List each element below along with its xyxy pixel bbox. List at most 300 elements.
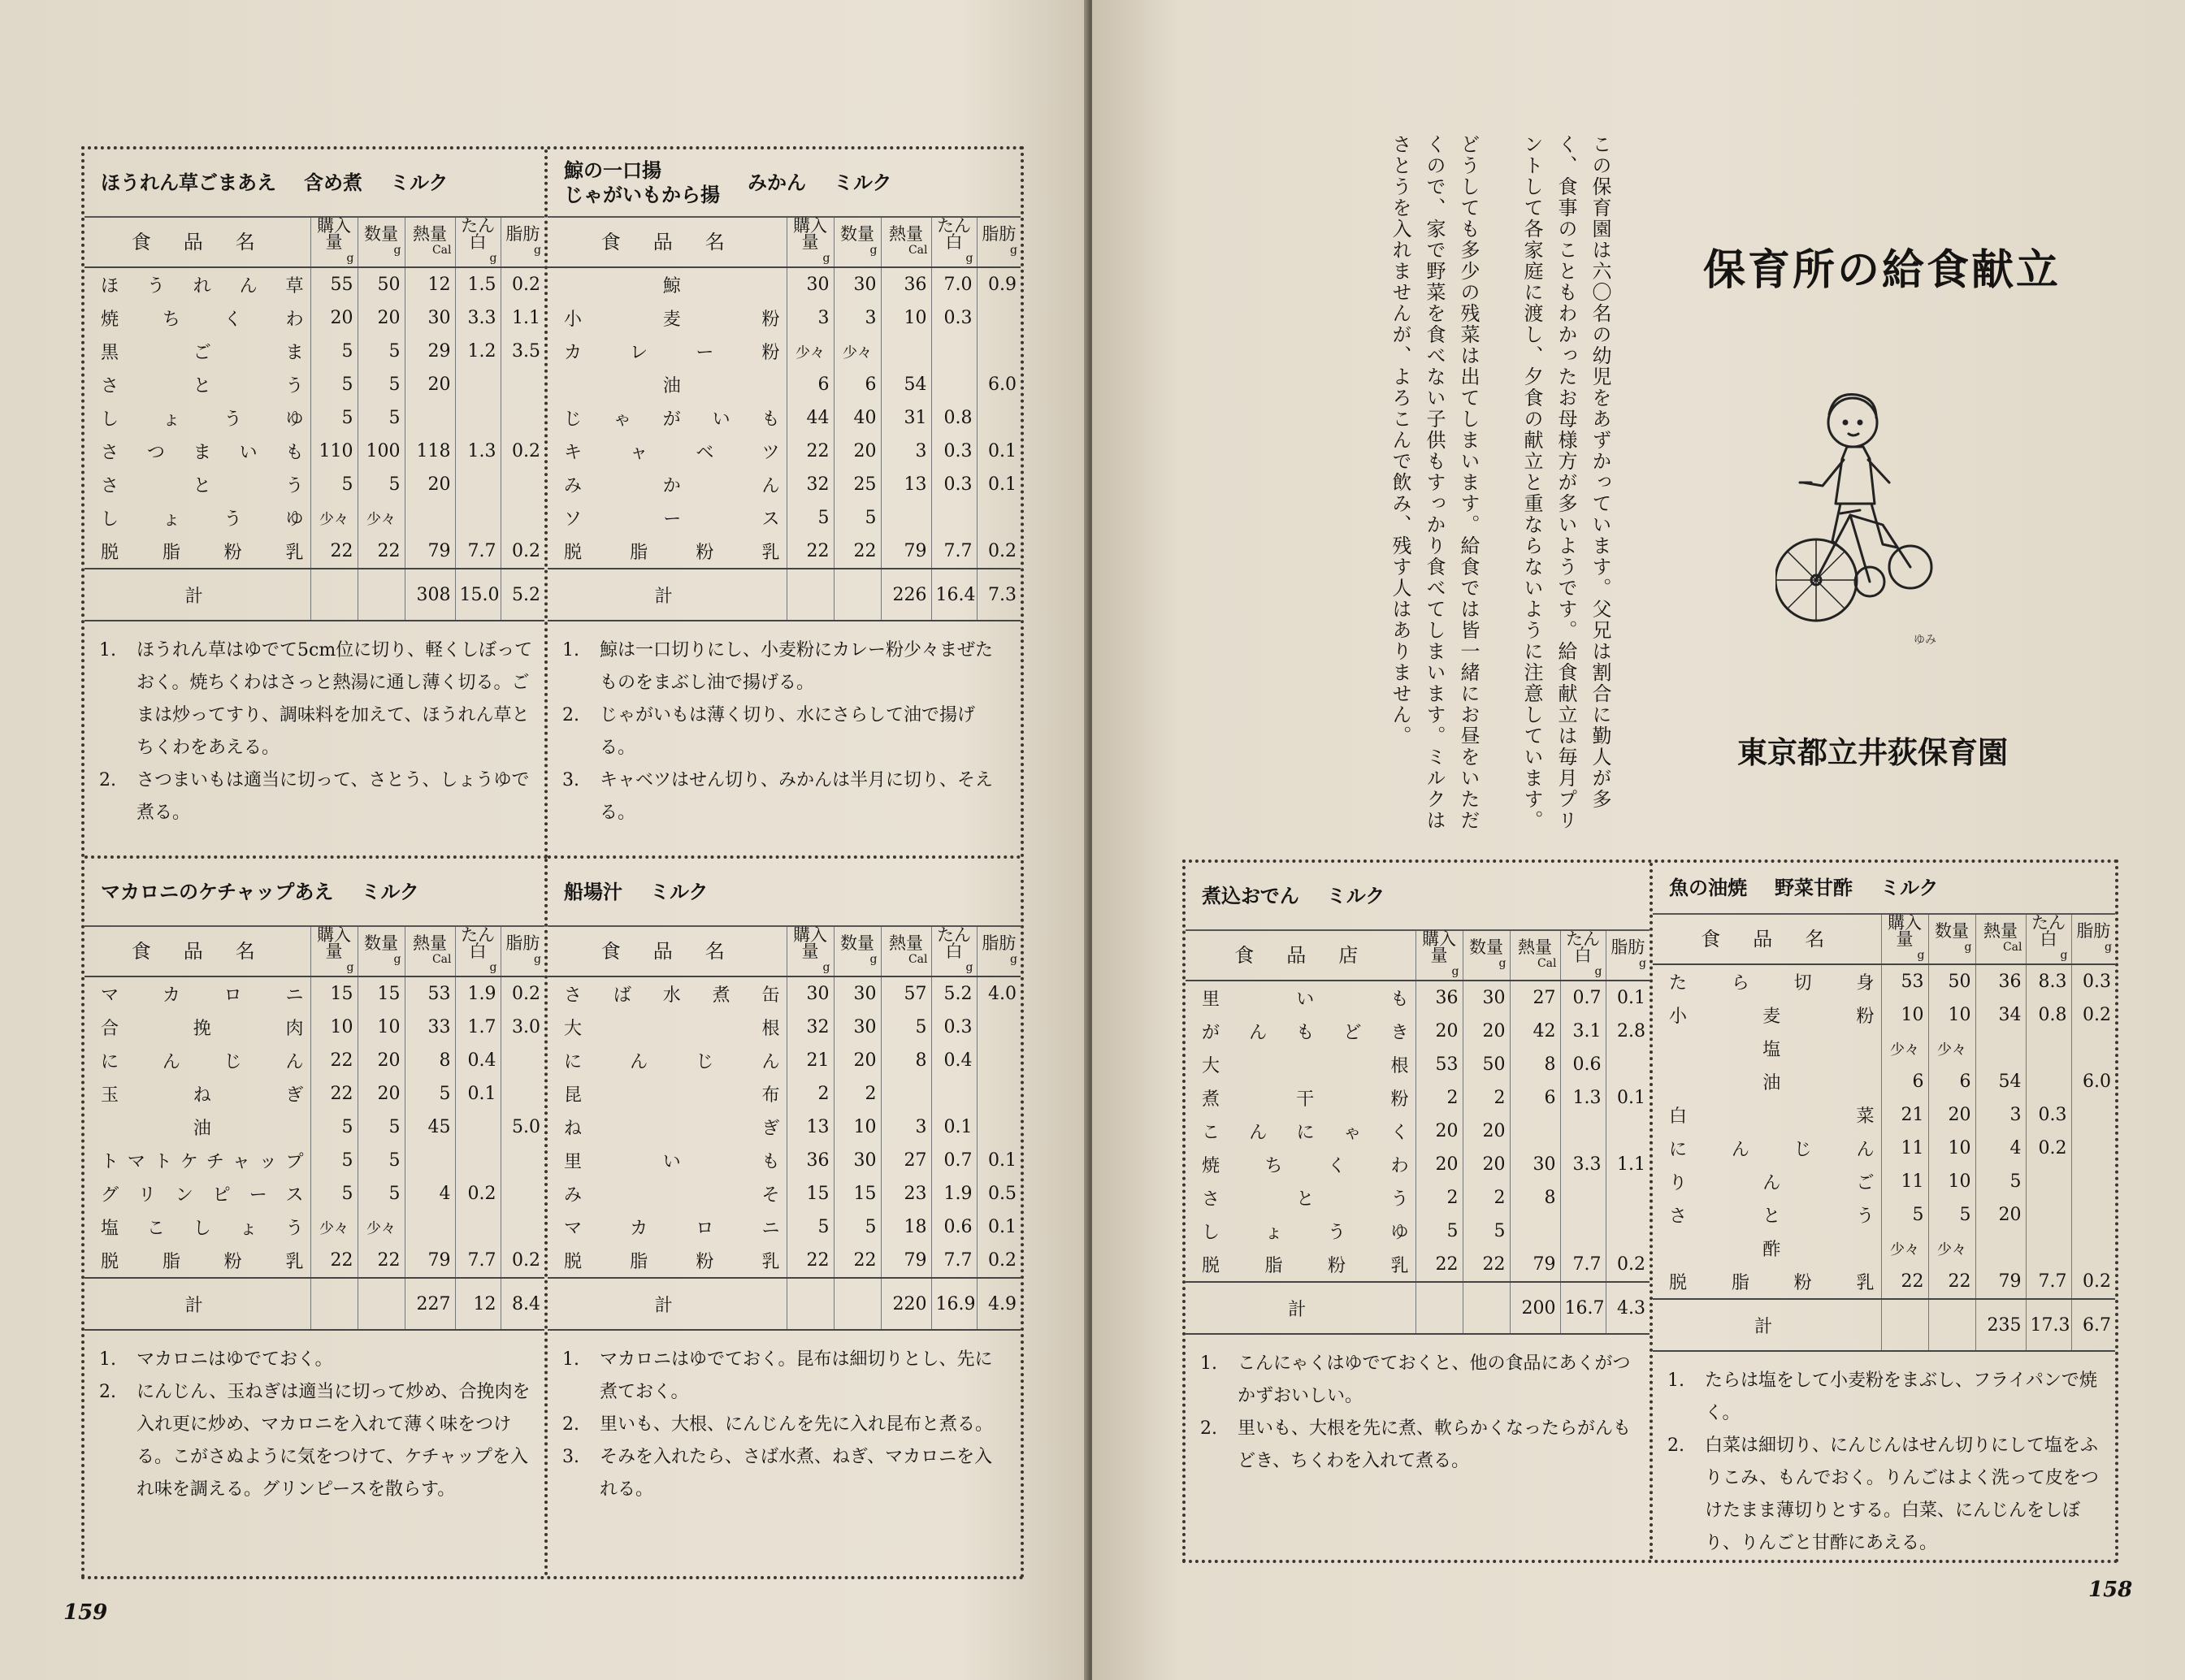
ingredient-name: しょうゆ xyxy=(1202,1223,1409,1243)
total-cal: 220 xyxy=(881,1278,931,1330)
ingredient-buy: 55 xyxy=(310,267,358,301)
ingredient-row xyxy=(548,435,1021,468)
ingredient-qty: 20 xyxy=(1463,1148,1510,1181)
column-unit: Cal xyxy=(431,244,452,257)
ingredient-fat xyxy=(501,1144,544,1177)
ingredient-row xyxy=(85,1210,544,1244)
ingredient-buy: 5 xyxy=(310,468,358,501)
ingredient-qty: 2 xyxy=(1463,1181,1510,1215)
ingredient-cal xyxy=(405,1144,455,1177)
ingredient-cal xyxy=(405,501,455,535)
total-fat: 5.2 xyxy=(501,569,544,621)
ingredient-cal: 30 xyxy=(405,301,455,335)
ingredient-qty: 6 xyxy=(1928,1065,1975,1098)
ingredient-row xyxy=(1653,1165,2115,1198)
ingredient-fat xyxy=(977,301,1021,335)
ingredient-qty: 22 xyxy=(358,535,405,569)
ingredient-buy: 5 xyxy=(1415,1215,1463,1248)
column-unit: g xyxy=(869,953,878,966)
ingredient-fat xyxy=(501,468,544,501)
ingredient-table xyxy=(548,927,1021,1331)
ingredient-name: 脱脂粉乳 xyxy=(1669,1273,1875,1293)
ingredient-prot: 0.3 xyxy=(931,301,977,335)
ingredient-fat xyxy=(977,1011,1021,1044)
ingredient-name: さば水煮缶 xyxy=(564,985,780,1006)
ingredient-name: 合挽肉 xyxy=(101,1019,304,1039)
column-unit: g xyxy=(822,961,830,974)
ingredient-fat xyxy=(977,1111,1021,1144)
recipe-main-dish: 魚の油焼 xyxy=(1669,877,1747,899)
ingredient-row xyxy=(548,1177,1021,1210)
column-header-buy xyxy=(1415,931,1463,981)
intro-paragraph-1: この保育園は六〇名の幼児をあずかっています。父兄は割合に勤人が多く、食事のこともわかったお母様方が多いようです。給食献立は毎月プリントして各家庭に渡し、夕食の献立と重ならないように注意しています。 xyxy=(1520,134,1611,831)
ingredient-row xyxy=(548,1111,1021,1144)
ingredient-name: ソース xyxy=(564,509,780,530)
ingredient-row xyxy=(548,1077,1021,1111)
ingredient-qty: 5 xyxy=(358,468,405,501)
column-header-label: 熱量 xyxy=(1983,921,2018,941)
column-header-label: 数量 xyxy=(1935,921,1969,941)
ingredient-qty: 20 xyxy=(1928,1098,1975,1132)
ingredient-cal: 79 xyxy=(881,535,931,569)
ingredient-qty: 30 xyxy=(1463,981,1510,1015)
ingredient-prot: 1.9 xyxy=(931,1177,977,1210)
column-unit: g xyxy=(869,244,878,257)
ingredient-name: 酢 xyxy=(1762,1240,1781,1260)
ingredient-row xyxy=(1653,1032,2115,1065)
ingredient-prot xyxy=(455,401,501,435)
column-header-fat xyxy=(1606,931,1650,981)
step-item xyxy=(562,1344,1009,1409)
step-number: 3. xyxy=(562,1447,579,1467)
ingredient-prot: 3.1 xyxy=(1560,1015,1606,1048)
ingredient-prot: 7.7 xyxy=(931,1244,977,1278)
ingredient-fat: 0.2 xyxy=(2071,998,2115,1032)
column-header-prot xyxy=(931,218,977,267)
recipe-side-dish: 野菜甘酢 xyxy=(1775,877,1853,899)
column-header-label: 購入量 xyxy=(1422,929,1456,965)
ingredient-qty: 5 xyxy=(358,335,405,368)
total-buy xyxy=(310,1278,358,1330)
ingredient-row xyxy=(548,1244,1021,1278)
ingredient-qty: 5 xyxy=(1928,1198,1975,1232)
ingredient-prot xyxy=(931,501,977,535)
ingredient-prot: 0.1 xyxy=(455,1077,501,1111)
ingredient-prot xyxy=(2026,1032,2071,1065)
column-header-label: 熱量 xyxy=(889,224,923,244)
ingredient-cal: 12 xyxy=(405,267,455,301)
column-header-buy xyxy=(310,218,358,267)
column-header-label: 購入量 xyxy=(317,925,351,961)
column-header-prot xyxy=(1560,931,1606,981)
ingredient-qty: 5 xyxy=(358,1177,405,1210)
ingredient-fat: 0.2 xyxy=(977,535,1021,569)
ingredient-buy: 20 xyxy=(1415,1015,1463,1048)
ingredient-row xyxy=(85,335,544,368)
total-prot: 16.9 xyxy=(931,1278,977,1330)
ingredient-table xyxy=(1186,931,1650,1335)
ingredient-row xyxy=(85,468,544,501)
ingredient-row xyxy=(548,1144,1021,1177)
ingredient-fat xyxy=(2071,1165,2115,1198)
ingredient-qty: 2 xyxy=(834,1077,881,1111)
ingredient-prot: 1.9 xyxy=(455,976,501,1011)
ingredient-buy: 53 xyxy=(1415,1048,1463,1081)
ingredient-cal xyxy=(1975,1032,2026,1065)
ingredient-name: しょうゆ xyxy=(101,409,304,430)
ingredient-row xyxy=(85,301,544,335)
column-header-cal xyxy=(1510,931,1560,981)
step-number: 2. xyxy=(1667,1435,1684,1456)
ingredient-qty: 22 xyxy=(834,1244,881,1278)
column-header-label: 脂肪 xyxy=(505,933,540,953)
ingredient-name: 脱脂粉乳 xyxy=(1202,1256,1409,1276)
ingredient-row xyxy=(548,501,1021,535)
total-label: 計 xyxy=(85,569,310,621)
ingredient-prot: 0.8 xyxy=(931,401,977,435)
ingredient-fat xyxy=(977,501,1021,535)
ingredient-header-row xyxy=(1186,931,1650,981)
ingredient-fat xyxy=(501,1077,544,1111)
ingredient-fat: 0.1 xyxy=(977,1144,1021,1177)
ingredient-qty: 15 xyxy=(834,1177,881,1210)
recipe-title-bar xyxy=(85,149,544,218)
column-header-label: たん白 xyxy=(461,925,495,961)
total-buy xyxy=(787,569,834,621)
ingredient-name: 脱脂粉乳 xyxy=(101,1252,304,1272)
ingredient-cal: 13 xyxy=(881,468,931,501)
ingredient-qty: 40 xyxy=(834,401,881,435)
ingredient-buy: 6 xyxy=(1881,1065,1928,1098)
ingredient-buy: 22 xyxy=(787,535,834,569)
ingredient-prot xyxy=(931,368,977,401)
step-item xyxy=(1200,1413,1638,1478)
ingredient-fat xyxy=(1606,1215,1650,1248)
ingredient-name: 煮干粉 xyxy=(1202,1089,1409,1110)
ingredient-prot: 0.6 xyxy=(931,1210,977,1244)
ingredient-buy: 5 xyxy=(310,368,358,401)
ingredient-buy: 36 xyxy=(787,1144,834,1177)
column-header-label: 脂肪 xyxy=(505,224,540,244)
ingredient-cal: 20 xyxy=(405,468,455,501)
total-qty xyxy=(834,569,881,621)
ingredient-header-row xyxy=(548,927,1021,976)
ingredient-buy: 3 xyxy=(787,301,834,335)
ingredient-prot: 7.7 xyxy=(931,535,977,569)
total-fat: 4.9 xyxy=(977,1278,1021,1330)
column-header-label: たん白 xyxy=(937,925,971,961)
step-text: キャベツはせん切り、みかんは半月に切り、そえる。 xyxy=(600,770,994,823)
ingredient-cal: 45 xyxy=(405,1111,455,1144)
ingredient-buy: 6 xyxy=(787,368,834,401)
ingredient-name: にんじん xyxy=(564,1052,780,1072)
ingredient-row xyxy=(1186,1015,1650,1048)
step-text: 里いも、大根を先に煮、軟らかくなったらがんもどき、ちくわを入れて煮る。 xyxy=(1238,1418,1632,1471)
ingredient-qty: 5 xyxy=(358,401,405,435)
ingredient-name: 鯨 xyxy=(662,276,681,297)
ingredient-prot xyxy=(455,501,501,535)
ingredient-row xyxy=(548,301,1021,335)
column-header-cal xyxy=(405,927,455,976)
ingredient-prot: 1.3 xyxy=(1560,1081,1606,1115)
ingredient-name: たら切身 xyxy=(1669,973,1875,994)
column-header-name: 食品店 xyxy=(1186,931,1415,981)
column-header-label: たん白 xyxy=(937,216,971,252)
total-label: 計 xyxy=(1653,1299,1881,1351)
ingredient-prot: 0.3 xyxy=(931,435,977,468)
ingredient-fat: 0.2 xyxy=(501,976,544,1011)
ingredient-name: にんじん xyxy=(101,1052,304,1072)
ingredient-name: マカロニ xyxy=(101,985,304,1006)
column-unit: g xyxy=(965,252,973,265)
recipe-card xyxy=(85,149,548,859)
column-header-name: 食品名 xyxy=(548,218,787,267)
total-qty xyxy=(358,569,405,621)
ingredient-row xyxy=(85,535,544,569)
ingredient-buy: 20 xyxy=(310,301,358,335)
ingredient-prot: 3.3 xyxy=(1560,1148,1606,1181)
recipe-card xyxy=(85,859,548,1576)
ingredient-qty: 5 xyxy=(358,1144,405,1177)
column-header-label: 脂肪 xyxy=(1611,937,1645,957)
ingredient-buy: 32 xyxy=(787,1011,834,1044)
ingredient-cal: 23 xyxy=(881,1177,931,1210)
column-header-qty xyxy=(358,218,405,267)
ingredient-fat: 0.3 xyxy=(2071,964,2115,998)
step-text: じゃがいもは薄く切り、水にさらして油で揚げる。 xyxy=(600,705,976,758)
ingredient-fat: 6.0 xyxy=(2071,1065,2115,1098)
step-number: 1. xyxy=(1667,1370,1684,1391)
ingredient-qty: 少々 xyxy=(1928,1232,1975,1265)
ingredient-row xyxy=(548,1044,1021,1077)
column-header-label: 購入量 xyxy=(793,925,827,961)
column-unit: g xyxy=(489,961,497,974)
ingredient-qty: 5 xyxy=(1463,1215,1510,1248)
ingredient-row xyxy=(85,1044,544,1077)
preparation-steps xyxy=(548,1331,1021,1506)
column-unit: g xyxy=(1498,957,1507,970)
ingredient-qty: 10 xyxy=(358,1011,405,1044)
ingredient-buy: 10 xyxy=(310,1011,358,1044)
ingredient-cal: 79 xyxy=(881,1244,931,1278)
ingredient-row xyxy=(85,1011,544,1044)
ingredient-name: 油 xyxy=(1762,1073,1781,1093)
ingredient-name: 脱脂粉乳 xyxy=(564,543,780,563)
ingredient-buy: 15 xyxy=(787,1177,834,1210)
ingredient-fat xyxy=(501,401,544,435)
ingredient-prot: 7.0 xyxy=(931,267,977,301)
left-page xyxy=(0,0,1089,1680)
total-prot: 16.7 xyxy=(1560,1282,1606,1334)
total-prot: 15.0 xyxy=(455,569,501,621)
ingredient-qty: 10 xyxy=(1928,1132,1975,1165)
ingredient-name: 脱脂粉乳 xyxy=(101,543,304,563)
ingredient-buy: 22 xyxy=(1415,1248,1463,1282)
ingredient-cal: 30 xyxy=(1510,1148,1560,1181)
ingredient-name: マカロニ xyxy=(564,1219,780,1239)
total-row xyxy=(1186,1282,1650,1334)
column-unit: Cal xyxy=(908,244,928,257)
recipe-drink: ミルク xyxy=(390,171,449,194)
ingredient-qty: 少々 xyxy=(1928,1032,1975,1065)
ingredient-qty: 30 xyxy=(834,1011,881,1044)
ingredient-qty: 5 xyxy=(834,501,881,535)
ingredient-cal: 4 xyxy=(405,1177,455,1210)
ingredient-buy: 10 xyxy=(1881,998,1928,1032)
svg-text:ゆみ: ゆみ xyxy=(1914,634,1936,647)
ingredient-name: 里いも xyxy=(564,1152,780,1172)
ingredient-buy: 少々 xyxy=(1881,1232,1928,1265)
column-header-label: 脂肪 xyxy=(982,224,1017,244)
ingredient-fat xyxy=(501,1210,544,1244)
ingredient-name: 小麦粉 xyxy=(1669,1007,1875,1027)
ingredient-prot xyxy=(455,468,501,501)
step-number: 1. xyxy=(562,1349,579,1370)
ingredient-cal: 3 xyxy=(881,435,931,468)
ingredient-row xyxy=(1653,1265,2115,1299)
ingredient-qty: 50 xyxy=(1928,964,1975,998)
column-header-cal xyxy=(405,218,455,267)
column-header-label: 購入量 xyxy=(793,216,827,252)
recipe-drink: ミルク xyxy=(834,171,892,194)
column-unit: g xyxy=(1010,244,1017,257)
ingredient-cal: 5 xyxy=(881,1011,931,1044)
ingredient-cal: 8 xyxy=(405,1044,455,1077)
total-label: 計 xyxy=(548,569,787,621)
step-text: ほうれん草はゆでて5cm位に切り、軽くしぼっておく。焼ちくわはさっと熱湯に通し薄く切る。ごまは炒ってすり、調味料を加えて、ほうれん草とちくわをあえる。 xyxy=(137,640,533,758)
column-unit: g xyxy=(346,961,354,974)
ingredient-fat xyxy=(501,368,544,401)
ingredient-prot: 5.2 xyxy=(931,976,977,1011)
ingredient-cal: 42 xyxy=(1510,1015,1560,1048)
ingredient-buy: 5 xyxy=(787,1210,834,1244)
ingredient-name: さとう xyxy=(1669,1206,1875,1227)
ingredient-buy: 21 xyxy=(1881,1098,1928,1132)
ingredient-row xyxy=(1653,1232,2115,1265)
ingredient-prot: 3.3 xyxy=(455,301,501,335)
ingredient-row xyxy=(1186,1115,1650,1148)
column-unit: g xyxy=(822,252,830,265)
ingredient-row xyxy=(85,435,544,468)
column-unit: g xyxy=(393,244,401,257)
ingredient-buy: 110 xyxy=(310,435,358,468)
ingredient-row xyxy=(548,335,1021,368)
ingredient-buy: 少々 xyxy=(787,335,834,368)
ingredient-qty: 20 xyxy=(1463,1115,1510,1148)
column-header-label: たん白 xyxy=(461,216,495,252)
ingredient-fat: 0.2 xyxy=(501,435,544,468)
ingredient-row xyxy=(1186,1081,1650,1115)
column-header-prot xyxy=(2026,915,2071,964)
ingredient-buy: 32 xyxy=(787,468,834,501)
total-label: 計 xyxy=(548,1278,787,1330)
ingredient-row xyxy=(85,267,544,301)
ingredient-cal: 79 xyxy=(1510,1248,1560,1282)
ingredient-prot: 1.3 xyxy=(455,435,501,468)
ingredient-buy: 22 xyxy=(787,435,834,468)
recipe-card xyxy=(548,859,1021,1576)
preparation-steps xyxy=(1186,1335,1650,1478)
ingredient-buy: 2 xyxy=(787,1077,834,1111)
preparation-steps xyxy=(548,621,1021,829)
ingredient-name: 玉ねぎ xyxy=(101,1085,304,1106)
right-menu-grid xyxy=(1182,859,2118,1563)
recipe-main-dish: ほうれん草ごまあえ xyxy=(101,171,276,194)
ingredient-cal: 36 xyxy=(1975,964,2026,998)
left-menu-grid xyxy=(81,146,1024,1579)
ingredient-cal xyxy=(405,1210,455,1244)
ingredient-cal xyxy=(881,335,931,368)
ingredient-qty: 20 xyxy=(1463,1015,1510,1048)
ingredient-row xyxy=(85,368,544,401)
step-text: こんにゃくはゆでておくと、他の食品にあくがつかずおいしい。 xyxy=(1238,1353,1631,1406)
recipe-side-dish: 含め煮 xyxy=(304,171,362,194)
ingredient-header-row xyxy=(1653,915,2115,964)
ingredient-qty: 6 xyxy=(834,368,881,401)
ingredient-prot xyxy=(455,1144,501,1177)
ingredient-name: こんにゃく xyxy=(1202,1123,1409,1143)
ingredient-buy: 5 xyxy=(1881,1198,1928,1232)
ingredient-prot: 8.3 xyxy=(2026,964,2071,998)
column-header-label: たん白 xyxy=(2031,913,2066,949)
step-number: 2. xyxy=(99,770,116,790)
ingredient-qty: 20 xyxy=(834,1044,881,1077)
step-number: 2. xyxy=(562,705,579,725)
ingredient-prot xyxy=(2026,1065,2071,1098)
total-buy xyxy=(1881,1299,1928,1351)
ingredient-buy: 少々 xyxy=(310,1210,358,1244)
ingredient-row xyxy=(1186,1181,1650,1215)
ingredient-cal: 29 xyxy=(405,335,455,368)
ingredient-prot: 1.7 xyxy=(455,1011,501,1044)
ingredient-name: がんもどき xyxy=(1202,1023,1409,1043)
ingredient-row xyxy=(85,1244,544,1278)
ingredient-qty: 22 xyxy=(358,1244,405,1278)
step-text: 白菜は細切り、にんじんはせん切りにして塩をふりこみ、もんでおく。りんごはよく洗って皮をつけたまま薄切りとする。白菜、にんじんをしぼり、りんごと甘酢にあえる。 xyxy=(1705,1435,2099,1553)
total-qty xyxy=(358,1278,405,1330)
page-number-left: 159 xyxy=(63,1600,108,1625)
ingredient-name: 脱脂粉乳 xyxy=(564,1252,780,1272)
ingredient-name: 昆布 xyxy=(564,1085,780,1106)
step-number: 1. xyxy=(99,640,116,660)
ingredient-prot xyxy=(1560,1215,1606,1248)
ingredient-buy: 20 xyxy=(1415,1115,1463,1148)
total-label: 計 xyxy=(85,1278,310,1330)
ingredient-qty: 22 xyxy=(834,535,881,569)
ingredient-cal: 54 xyxy=(881,368,931,401)
ingredient-cal: 20 xyxy=(405,368,455,401)
ingredient-qty: 少々 xyxy=(358,501,405,535)
ingredient-row xyxy=(548,267,1021,301)
page-title: 保育所の給食献立 xyxy=(1703,245,2061,295)
step-item xyxy=(562,764,1009,829)
ingredient-row xyxy=(85,1144,544,1177)
ingredient-cal: 5 xyxy=(405,1077,455,1111)
ingredient-fat: 3.0 xyxy=(501,1011,544,1044)
column-header-qty xyxy=(358,927,405,976)
ingredient-name: 油 xyxy=(193,1119,211,1139)
ingredient-prot xyxy=(2026,1232,2071,1265)
recipe-title-bar xyxy=(1186,863,1650,931)
ingredient-table xyxy=(1653,915,2115,1352)
ingredient-fat: 0.2 xyxy=(977,1244,1021,1278)
step-text: さつまいもは適当に切って、さとう、しょうゆで煮る。 xyxy=(137,770,530,823)
total-row xyxy=(548,1278,1021,1330)
ingredient-fat: 0.1 xyxy=(1606,981,1650,1015)
recipe-main-dish: 船場汁 xyxy=(564,881,622,903)
total-cal: 235 xyxy=(1975,1299,2026,1351)
ingredient-cal: 118 xyxy=(405,435,455,468)
